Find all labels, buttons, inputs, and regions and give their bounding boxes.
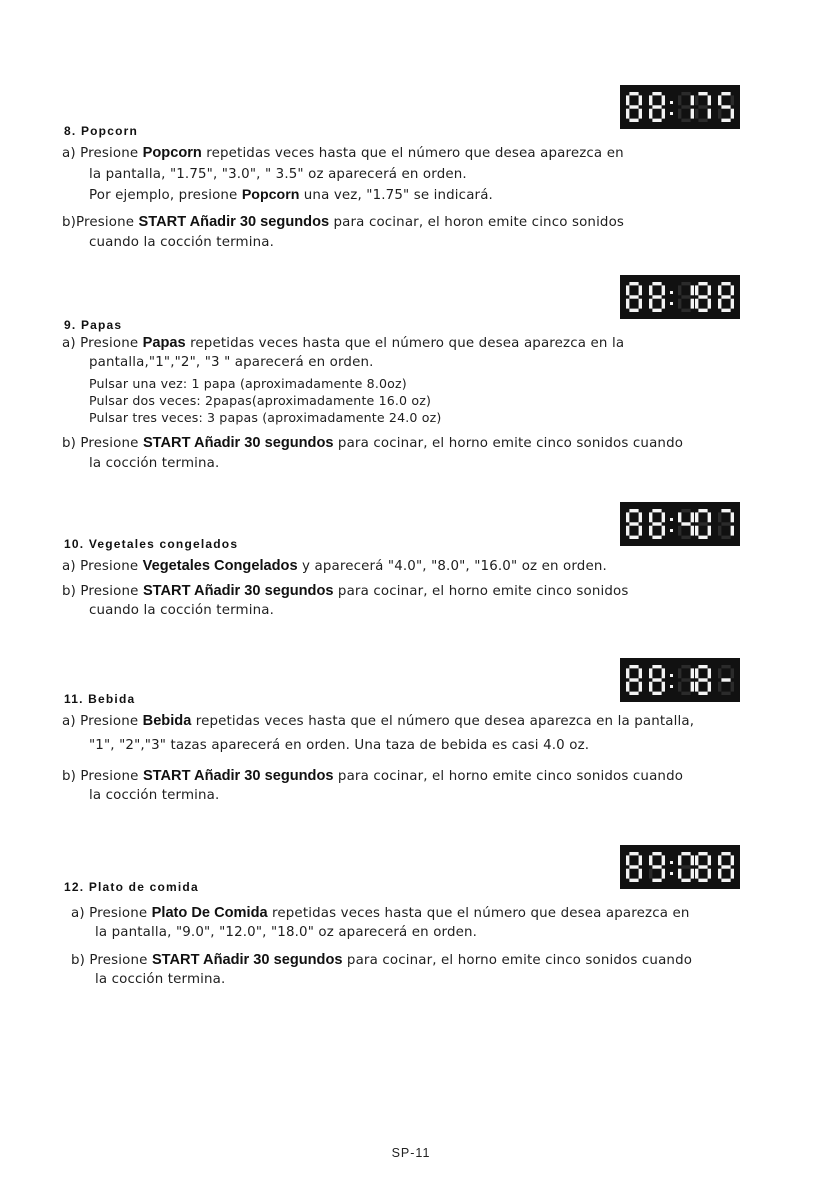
- led-digit: [718, 509, 734, 539]
- keyword-start: START Añadir 30 segundos: [142, 768, 334, 784]
- led-digit: [626, 509, 642, 539]
- instruction-line: la cocción termina.: [89, 788, 220, 803]
- colon-dot: [670, 302, 673, 305]
- led-digit: [718, 852, 734, 882]
- instruction-line: la cocción termina.: [95, 972, 226, 987]
- keyword-popcorn: Popcorn: [241, 187, 300, 203]
- section-title-popcorn: 8. Popcorn: [64, 124, 139, 138]
- section-title-vegetales: 10. Vegetales congelados: [64, 537, 239, 551]
- led-digit: [678, 92, 694, 122]
- instruction-line: "1", "2","3" tazas aparecerá en orden. Una taza de bebida es casi 4.0 oz.: [89, 738, 590, 753]
- led-display-bebida: [620, 658, 740, 702]
- led-digit: [718, 282, 734, 312]
- led-digit: [695, 509, 711, 539]
- colon-dot: [670, 674, 673, 677]
- instruction-line: Pulsar dos veces: 2papas(aproximadamente 16.0 oz): [89, 393, 432, 408]
- led-digit: [626, 852, 642, 882]
- instruction-line: la pantalla, "1.75", "3.0", " 3.5" oz aparecerá en orden.: [89, 167, 467, 182]
- led-display-vegetales: [620, 502, 740, 546]
- instruction-line: Por ejemplo, presione Popcorn una vez, "1.75" se indicará.: [89, 187, 493, 203]
- instruction-line: b)Presione START Añadir 30 segundos para cocinar, el horon emite cinco sonidos: [62, 214, 625, 230]
- led-display-plato: [620, 845, 740, 889]
- led-digit: [678, 665, 694, 695]
- led-digit: [626, 282, 642, 312]
- colon-dot: [670, 101, 673, 104]
- instruction-line: b) Presione START Añadir 30 segundos para cocinar, el horno emite cinco sonidos: [62, 583, 629, 599]
- keyword-papas: Papas: [142, 335, 186, 351]
- keyword-start: START Añadir 30 segundos: [138, 214, 330, 230]
- section-title-bebida: 11. Bebida: [64, 692, 136, 706]
- led-digit: [678, 509, 694, 539]
- led-digit: [718, 665, 734, 695]
- instruction-line: a) Presione Plato De Comida repetidas veces hasta que el número que desea aparezca en: [71, 905, 690, 921]
- colon-dot: [670, 518, 673, 521]
- colon-dot: [670, 861, 673, 864]
- seven-segment-digits: [620, 502, 740, 546]
- instruction-line: cuando la cocción termina.: [89, 235, 274, 250]
- seven-segment-digits: [620, 845, 740, 889]
- instruction-line: Pulsar una vez: 1 papa (aproximadamente 8.0oz): [89, 376, 407, 391]
- instruction-line: cuando la cocción termina.: [89, 603, 274, 618]
- led-digit: [695, 852, 711, 882]
- led-digit: [649, 92, 665, 122]
- led-digit: [678, 852, 694, 882]
- instruction-line: b) Presione START Añadir 30 segundos para cocinar, el horno emite cinco sonidos cuando: [62, 768, 684, 784]
- instruction-line: b) Presione START Añadir 30 segundos para cocinar, el horno emite cinco sonidos cuando: [62, 435, 684, 451]
- colon-dot: [670, 112, 673, 115]
- keyword-start: START Añadir 30 segundos: [151, 952, 343, 968]
- section-title-plato: 12. Plato de comida: [64, 880, 199, 894]
- keyword-start: START Añadir 30 segundos: [142, 583, 334, 599]
- led-digit: [695, 282, 711, 312]
- led-digit: [678, 282, 694, 312]
- colon-dot: [670, 529, 673, 532]
- seven-segment-digits: [620, 85, 740, 129]
- instruction-line: a) Presione Papas repetidas veces hasta que el número que desea aparezca en la: [62, 335, 625, 351]
- seven-segment-digits: [620, 275, 740, 319]
- instruction-line: a) Presione Bebida repetidas veces hasta que el número que desea aparezca en la pantalla,: [62, 713, 695, 729]
- keyword-popcorn: Popcorn: [142, 145, 202, 161]
- led-digit: [626, 665, 642, 695]
- instruction-line: la cocción termina.: [89, 456, 220, 471]
- keyword-bebida: Bebida: [142, 713, 192, 729]
- colon-dot: [670, 685, 673, 688]
- instruction-line: pantalla,"1","2", "3 " aparecerá en orden.: [89, 355, 374, 370]
- instruction-line: a) Presione Vegetales Congelados y aparecerá "4.0", "8.0", "16.0" oz en orden.: [62, 558, 607, 574]
- led-display-papas: [620, 275, 740, 319]
- led-digit: [649, 665, 665, 695]
- led-digit: [649, 282, 665, 312]
- led-digit: [649, 509, 665, 539]
- keyword-vegetales: Vegetales Congelados: [142, 558, 298, 574]
- colon-dot: [670, 291, 673, 294]
- keyword-start: START Añadir 30 segundos: [142, 435, 334, 451]
- led-digit: [718, 92, 734, 122]
- instruction-line: Pulsar tres veces: 3 papas (aproximadamente 24.0 oz): [89, 410, 442, 425]
- led-display-popcorn: [620, 85, 740, 129]
- led-digit: [626, 92, 642, 122]
- instruction-line: a) Presione Popcorn repetidas veces hasta que el número que desea aparezca en: [62, 145, 624, 161]
- section-title-papas: 9. Papas: [64, 318, 123, 332]
- led-digit: [649, 852, 665, 882]
- instruction-line: la pantalla, "9.0", "12.0", "18.0" oz aparecerá en orden.: [95, 925, 478, 940]
- keyword-plato: Plato De Comida: [151, 905, 268, 921]
- led-digit: [695, 92, 711, 122]
- page-number: SP-11: [391, 1146, 431, 1160]
- instruction-line: b) Presione START Añadir 30 segundos para cocinar, el horno emite cinco sonidos cuando: [71, 952, 693, 968]
- seven-segment-digits: [620, 658, 740, 702]
- colon-dot: [670, 872, 673, 875]
- led-digit: [695, 665, 711, 695]
